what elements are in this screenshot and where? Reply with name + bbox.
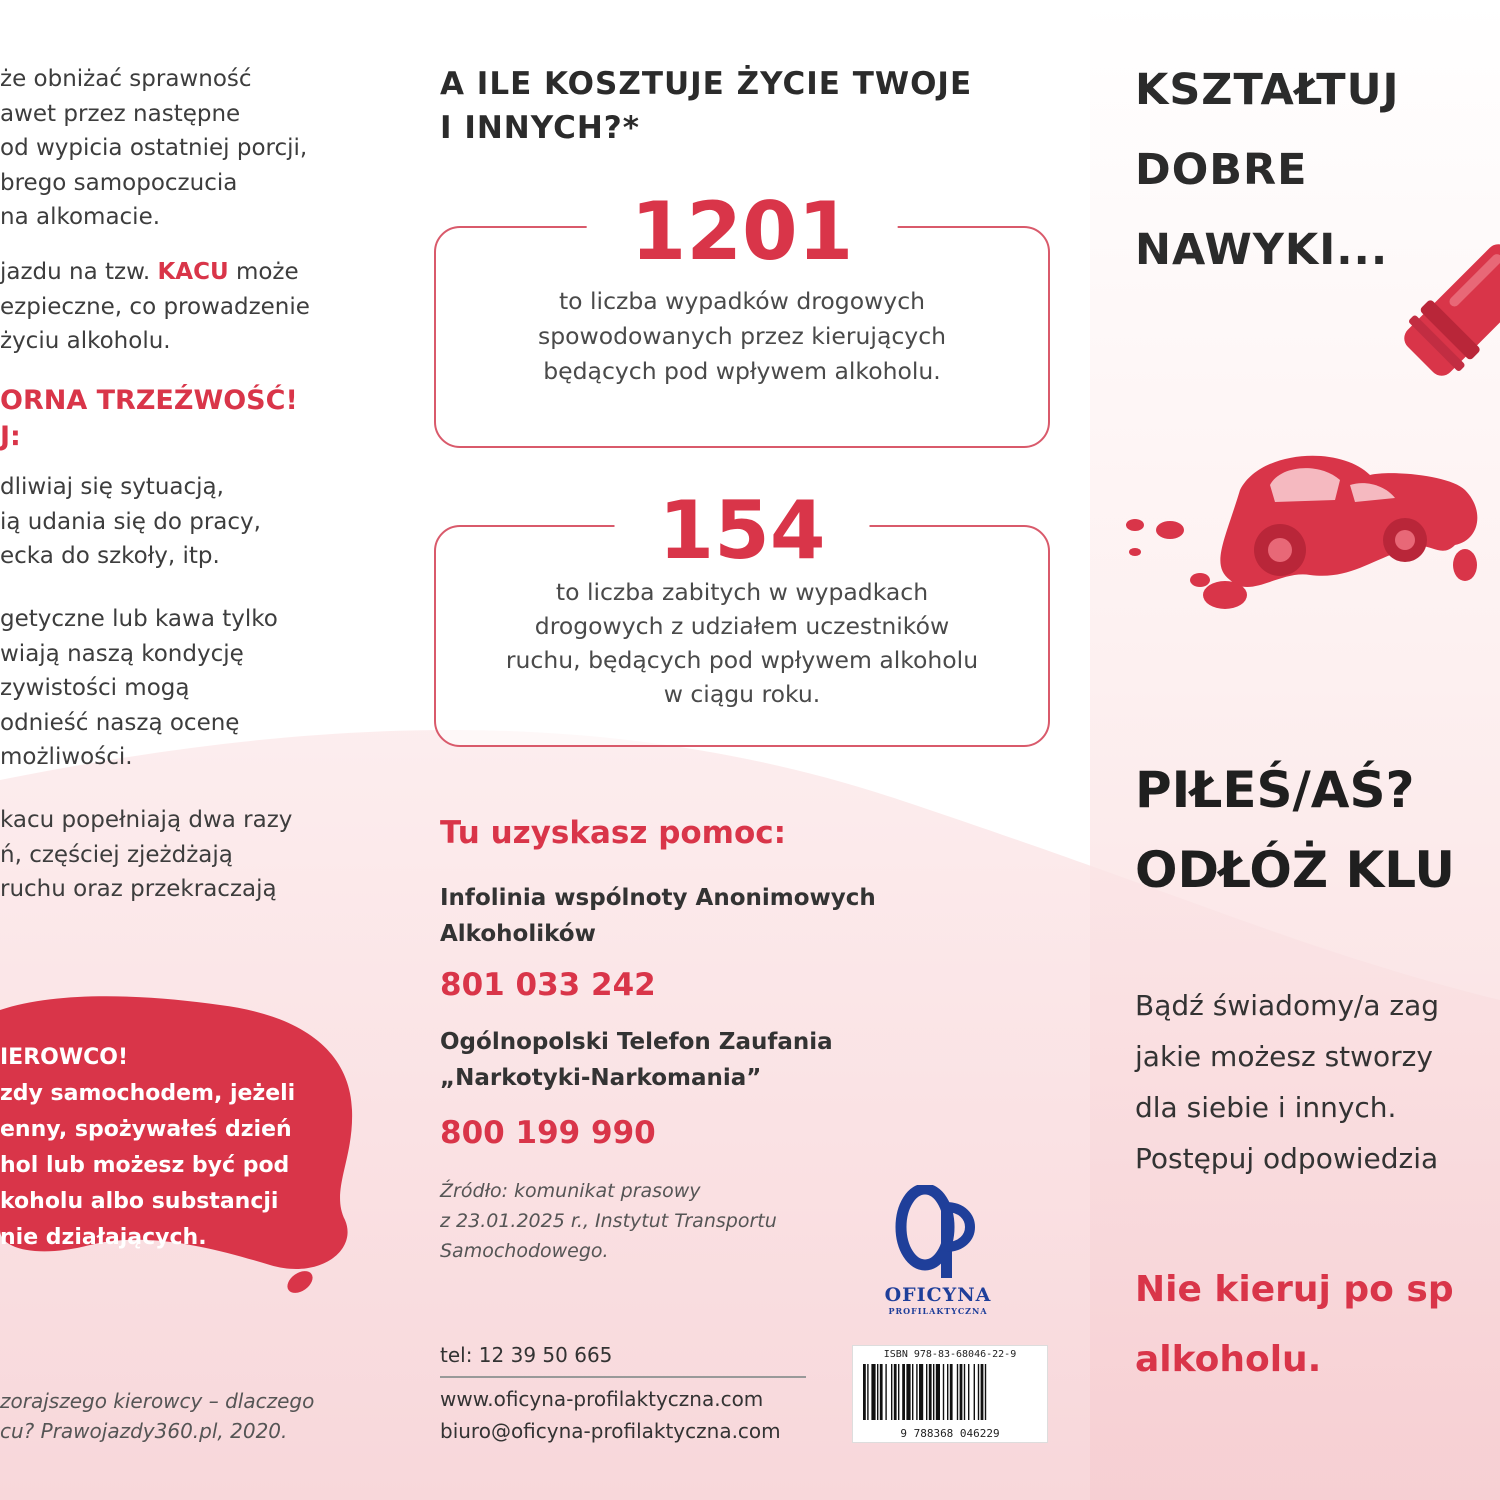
left-paragraph-1: że obniżać sprawność awet przez następne od wypicia ostatniej porcji, brego samopoczucia na alkomacie. xyxy=(0,66,308,230)
barcode-bar xyxy=(957,1364,958,1420)
logo-name: OFICYNA xyxy=(884,1284,992,1306)
publisher-logo xyxy=(868,1185,1008,1316)
good-habits-heading: KSZTAŁTUJ DOBRE NAWYKI... xyxy=(1135,65,1400,275)
right-panel xyxy=(1100,0,1500,1500)
help2-phone[interactable]: 800 199 990 xyxy=(440,1115,656,1151)
help-title: Tu uzyskasz pomoc: xyxy=(440,815,787,851)
isbn-text: ISBN 978-83-68046-22-9 xyxy=(883,1349,1017,1360)
left-paragraph-2: jazdu na tzw. KACU może ezpieczne, co prowadzenie życiu alkoholu. xyxy=(0,259,310,354)
help1-phone[interactable]: 801 033 242 xyxy=(440,967,656,1003)
stat-box-fatalities xyxy=(434,484,1050,747)
barcode-bar xyxy=(863,1364,866,1420)
barcode-bar xyxy=(936,1364,940,1420)
barcode-bar xyxy=(877,1364,878,1420)
blob-warning-text: IEROWCO! zdy samochodem, jeżeli enny, spożywałeś dzień hol lub możesz być pod koholu albo substancji nie działających. xyxy=(0,1045,296,1250)
middle-panel xyxy=(420,0,1080,1500)
left-panel xyxy=(0,0,390,1500)
barcode-bar xyxy=(880,1364,883,1420)
stat-number-accidents: 1201 xyxy=(587,188,898,276)
barcode-bar xyxy=(929,1364,932,1420)
barcode-bar xyxy=(912,1364,913,1420)
op-monogram-icon xyxy=(893,1185,983,1280)
barcode-bar xyxy=(985,1364,986,1420)
stat-description-accidents: to liczba wypadków drogowych spowodowanych przez kierujących będących pod wpływem alkoholu. xyxy=(537,287,947,385)
barcode-bar xyxy=(968,1364,969,1420)
publisher-tel[interactable]: tel: 12 39 50 665 xyxy=(440,1343,613,1367)
barcode-bar xyxy=(885,1364,886,1420)
life-cost-question: A ILE KOSZTUJE ŻYCIE TWOJE I INNYCH?* xyxy=(440,66,973,146)
barcode-bar xyxy=(902,1364,905,1420)
barcode-bar xyxy=(891,1364,892,1420)
barcode-bar xyxy=(926,1364,927,1420)
barcode-bar xyxy=(943,1364,944,1420)
stat-description-fatalities: to liczba zabitych w wypadkach drogowych z udziałem uczestników ruchu, będących pod wpływem alkoholu w ciągu roku. xyxy=(505,578,979,708)
publisher-website-link[interactable]: www.oficyna-profilaktyczna.com xyxy=(440,1387,764,1411)
barcode-bar xyxy=(978,1364,979,1420)
barcode-bar xyxy=(894,1364,897,1420)
bottle-icon xyxy=(1400,230,1500,390)
left-paragraph-3: dliwiaj się sytuacją, ią udania się do pracy, ecka do szkoły, itp. xyxy=(0,474,261,569)
middle-source-citation: Źródło: komunikat prasowy z 23.01.2025 r., Instytut Transportu Samochodowego. xyxy=(440,1180,777,1262)
barcode-bar xyxy=(867,1364,868,1420)
stat-number-fatalities: 154 xyxy=(615,487,870,575)
isbn-barcode xyxy=(852,1345,1048,1443)
barcode-bar xyxy=(974,1364,975,1420)
dont-drive-cta: Nie kieruj po sp alkoholu. xyxy=(1135,1269,1454,1380)
left-paragraph-5: kacu popełniają dwa razy ń, częściej zjeżdżają ruchu oraz przekraczają xyxy=(0,807,293,902)
help2-label: Ogólnopolski Telefon Zaufania „Narkotyki-Narkomania” xyxy=(440,1029,833,1091)
melting-car-icon xyxy=(1110,430,1500,630)
barcode-bar xyxy=(871,1364,875,1420)
barcode-bar xyxy=(906,1364,910,1420)
barcode-bar xyxy=(981,1364,984,1420)
barcode-bar xyxy=(964,1364,965,1420)
drank-question-heading: PIŁEŚ/AŚ? ODŁÓŻ KLU xyxy=(1135,761,1455,899)
barcode-digits: 9 788368 046229 xyxy=(900,1427,1000,1440)
help1-label: Infolinia wspólnoty Anonimowych Alkoholików xyxy=(440,885,876,947)
barcode-bar xyxy=(916,1364,917,1420)
barcode-bar xyxy=(950,1364,953,1420)
barcode-bar xyxy=(960,1364,963,1420)
left-source-citation: zorajszego kierowcy – dlaczego cu? Prawojazdy360.pl, 2020. xyxy=(0,1389,315,1443)
stat-box-accidents xyxy=(434,185,1050,448)
barcode-bar xyxy=(947,1364,948,1420)
awareness-paragraph: Bądź świadomy/a zag jakie możesz stworzy dla siebie i innych. Postępuj odpowiedzia xyxy=(1135,989,1440,1175)
barcode-bar xyxy=(898,1364,899,1420)
barcode-bar xyxy=(919,1364,923,1420)
left-paragraph-4: getyczne lub kawa tylko wiają naszą kondycję zywistości mogą odnieść naszą ocenę możliwości. xyxy=(0,606,278,770)
logo-subtitle: PROFILAKTYCZNA xyxy=(888,1306,988,1316)
publisher-email-link[interactable]: biuro@oficyna-profilaktyczna.com xyxy=(440,1419,781,1443)
barcode-bars xyxy=(863,1364,1039,1420)
left-heading-sobriety: ORNA TRZEŹWOŚĆ! J: xyxy=(0,385,298,452)
contact-divider xyxy=(440,1376,806,1378)
barcode-bar xyxy=(933,1364,934,1420)
